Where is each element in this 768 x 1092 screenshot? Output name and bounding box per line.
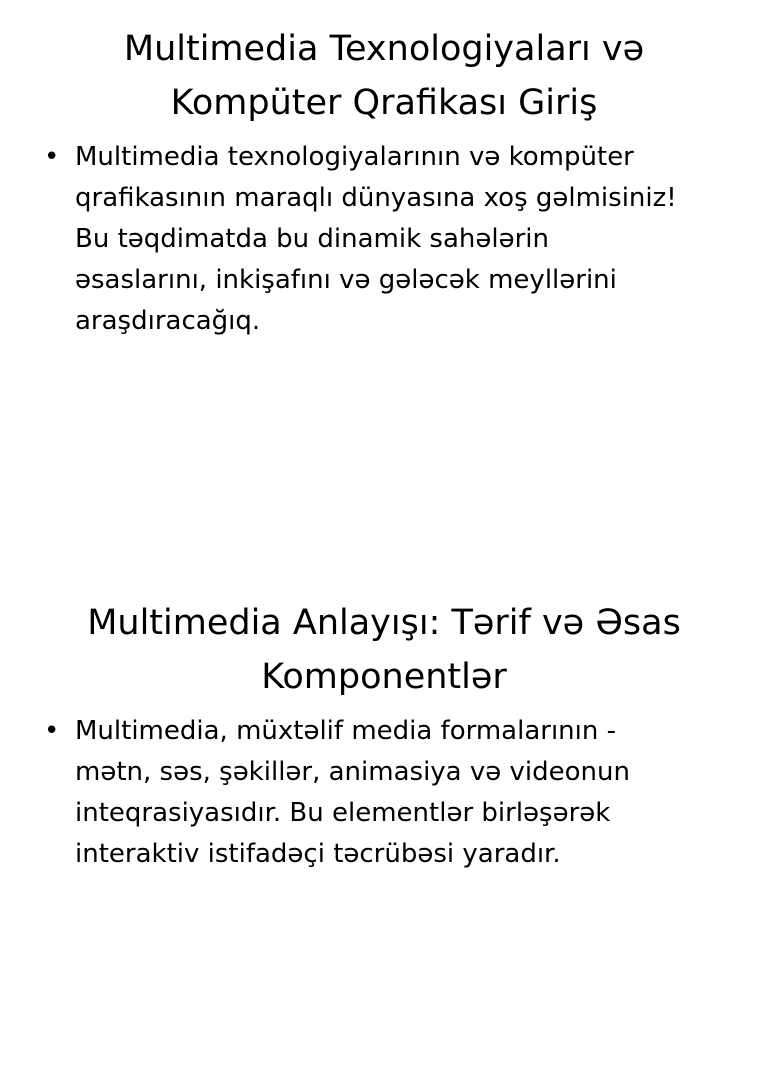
bullet-list bbox=[0, 711, 768, 875]
bullet-item bbox=[44, 137, 728, 342]
slide-title bbox=[0, 0, 768, 130]
slide-title-line-2: Komponentlər bbox=[261, 657, 507, 697]
bullet-text-line: inteqrasiyasıdır. Bu elementlər birləşərək bbox=[75, 798, 611, 828]
slide-title-line-1: Multimedia Texnologiyaları və bbox=[123, 29, 645, 69]
bullet-text-line: Multimedia texnologiyalarının və kompüter bbox=[75, 142, 634, 172]
bullet-text-line: Bu təqdimatda bu dinamik sahələrin bbox=[75, 224, 549, 254]
bullet-text-line: interaktiv istifadəçi təcrübəsi yaradır. bbox=[75, 839, 561, 869]
slide-title-line-1: Multimedia Anlayışı: Tərif və Əsas bbox=[87, 603, 681, 643]
bullet-text-line: Multimedia, müxtəlif media formalarının - bbox=[75, 716, 617, 746]
bullet-text-line: araşdıracağıq. bbox=[75, 306, 261, 336]
bullet-dot-icon: • bbox=[44, 716, 60, 746]
bullet-text-line: qrafikasının maraqlı dünyasına xoş gəlmisiniz! bbox=[75, 183, 677, 213]
bullet-dot-icon: • bbox=[44, 142, 60, 172]
bullet-text-line: mətn, səs, şəkillər, animasiya və videonun bbox=[75, 757, 630, 787]
slide-title bbox=[0, 580, 768, 704]
bullet-item bbox=[44, 711, 728, 875]
bullet-list bbox=[0, 137, 768, 342]
slide-title-line-2: Kompüter Qrafikası Giriş bbox=[170, 83, 598, 123]
bullet-text-line: əsaslarını, inkişafını və gələcək meyllərini bbox=[75, 265, 617, 295]
slide-2 bbox=[0, 580, 768, 1092]
slide-1 bbox=[0, 0, 768, 512]
